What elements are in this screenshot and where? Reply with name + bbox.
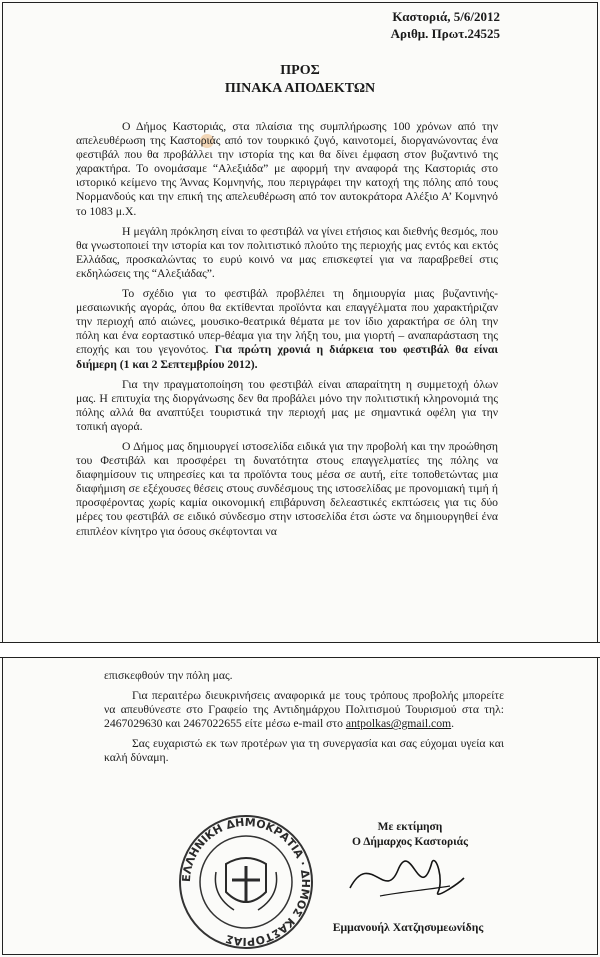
signatory-name: Εμμανουήλ Χατζησυμεωνίδης: [332, 921, 484, 934]
recipient-line-1: ΠΡΟΣ: [280, 63, 320, 78]
paragraph-1: Ο Δήμος Καστοριάς, στα πλαίσια της συμπλήρωσης 100 χρόνων από την απελευθέρωση της Καστοριάς από τον τουρκικό ζυγό, καινοτομεί, διοργανώνοντας ένα φεστιβάλ που θα προβάλλει την ιστορία της και θα δίνει έμφαση στον βυζαντινό της χαρακτήρα. Το ονομάσαμε “Αλεξιάδα” με αφορμή την αναφορά της Καστοριάς στο ιστορικό κείμενο της Άννας Κομνηνής, που περιγράφει την κατοχή της πόλης από τους Νορμανδούς και την επική της απελευθέρωση από τον αυτοκράτορα Αλέξιο Α’ Κομνηνό το 1083 μ.Χ.: [76, 120, 498, 218]
letter-body-page-2: [104, 669, 504, 772]
seal-text: ΕΛΛΗΝΙΚΗ ΔΗΜΟΚΡΑΤΙΑ · ΔΗΜΟΣ ΚΑΣΤΟΡΙΑΣ: [179, 815, 313, 949]
paragraph-4: Για την πραγματοποίηση του φεστιβάλ είναι απαραίτητη η συμμετοχή όλων μας. Η επιτυχία της διοργάνωσης δεν θα προβάλει μόνο την πολιτιστική κληρονομιά της πόλης αλλά θα αναπτύξει τουριστικά την περιοχή μας με σημαντικά οφέλη για την τοπική αγορά.: [76, 377, 498, 433]
paragraph-6: [104, 689, 504, 731]
place-date: Καστοριά, 5/6/2012: [392, 9, 500, 24]
letter-body-page-1: [76, 120, 498, 545]
recipient-block: [0, 62, 560, 98]
paragraph-5: Ο Δήμος μας δημιουργεί ιστοσελίδα ειδικά για την προβολή και την προώθηση του Φεστιβάλ και προσφέρει τη δυνατότητα στους επαγγελματίες της πόλης να διαφημίσουν τις υπηρεσίες και τα προϊόντα τους μέσα σε αυτή, είτε τοποθετώντας μια διαφήμιση σε εξέχουσες θέσεις στους συνδέσμους της ιστοσελίδας με προνομιακή τιμή ή προσφέροντας χωρίς καμία οικονομική επιβάρυνση δελεαστικές εκπτώσεις για τις δύο μέρες του φεστιβάλ σε ειδικό σύνδεσμο στην ιστοσελίδα έτσι ώστε να δημιουργηθεί ένα επιπλέον κίνητρο για όσους σκέφτονται να: [76, 439, 498, 538]
paragraph-5-continued: επισκεφθούν την πόλη μας.: [104, 669, 233, 682]
paragraph-6-text: Για περαιτέρω διευκρινήσεις αναφορικά με τους τρόπους προβολής μπορείτε να απευθύνεστε στο Γραφείο της Αντιδημάρχου Πολιτισμού Τουρισμού στα τηλ: 2467029630 και 2467022655 είτε μέσω e-mail στο: [104, 689, 504, 731]
page-break: [0, 642, 600, 658]
signatory-title: Ο Δήμαρχος Καστοριάς: [352, 836, 468, 848]
paragraph-6-end: .: [451, 717, 455, 731]
protocol-number: Αριθμ. Πρωτ.24525: [390, 26, 500, 41]
letter-header: [391, 8, 500, 42]
paragraph-2: Η μεγάλη πρόκληση είναι το φεστιβάλ να γίνει ετήσιος και διεθνής θεσμός, που θα γνωστοποιεί την ιστορία και τον πολιτιστικό πλούτο της περιοχής μας εντός και εκτός Ελλάδας, προσκαλώντας το ευρύ κοινό να μας επισκεφτεί για να παραβρεθεί στις εκδηλώσεις της “Αλεξιάδας”.: [76, 224, 498, 280]
email-link[interactable]: antpolkas@gmail.com: [345, 717, 452, 731]
closing-block: [330, 820, 490, 850]
paragraph-7: Σας ευχαριστώ εκ των προτέρων για τη συνεργασία και σας εύχομαι υγεία και καλή δύναμη.: [104, 737, 504, 765]
closing-line: Με εκτίμηση: [377, 821, 443, 833]
paragraph-3: [76, 287, 498, 372]
recipient-line-2: ΠΙΝΑΚΑ ΑΠΟΔΕΚΤΩΝ: [224, 81, 376, 96]
paragraph-3-text: Το σχέδιο για το φεστιβάλ προβλέπει τη δημιουργία μιας βυζαντινής- μεσαιωνικής αγοράς, όπου θα εκτίθενται προϊόντα και επαγγέλματα που χαρακτήριζαν την περιοχή από αιώνες, μουσικο-θεατρικά θέματα με τον ίδιο χαρακτήρα σε όλη την πόλη και ένα εορταστικό υπερ-θέαμα για την λήξη του, μια γιορτή – αναπαράσταση της εποχής και του γεγονότος.: [76, 287, 498, 357]
handwritten-signature: [340, 840, 470, 910]
paragraph-3-bold: Για πρώτη χρονιά η διάρκεια του φεστιβάλ θα είναι διήμερη (1 και 2 Σεπτεμβρίου 2012).: [76, 343, 498, 371]
coat-of-arms-icon: [215, 858, 276, 910]
